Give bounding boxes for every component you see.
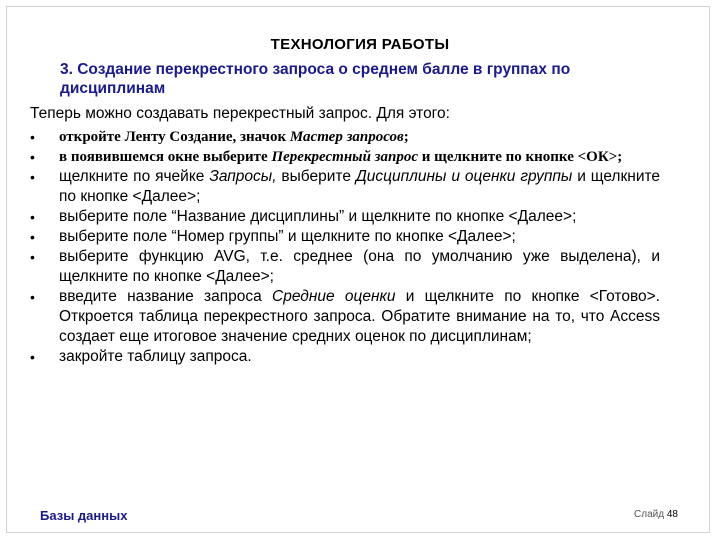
bullet-icon: • [30, 349, 35, 365]
slide-subtitle: 3. Создание перекрестного запроса о среднем балле в группах по дисциплинам [60, 61, 571, 97]
list-item: • закройте таблицу запроса. [30, 348, 252, 365]
list-item: • щелкните по ячейке Запросы, выберите Дисциплины и оценки группы и щелкните по кнопке <Далее>; [30, 168, 661, 205]
list-item: • выберите поле “Название дисциплины” и щелкните по кнопке <Далее>; [30, 208, 577, 225]
footer-course-title: Базы данных [40, 508, 128, 523]
slide-number-value: 48 [666, 509, 678, 520]
bullet-icon: • [30, 229, 35, 245]
bullet-icon: • [30, 209, 35, 225]
intro-text: Теперь можно создавать перекрестный запрос. Для этого: [30, 105, 450, 122]
bullet-icon: • [30, 129, 35, 145]
list-item: • выберите поле “Номер группы” и щелкните по кнопке <Далее>; [30, 228, 516, 245]
slide-title: ТЕХНОЛОГИЯ РАБОТЫ [270, 36, 450, 53]
slide-number [634, 509, 678, 520]
slide-label: Слайд [634, 509, 665, 520]
instruction-list [30, 127, 660, 367]
bullet-icon: • [30, 169, 35, 185]
bullet-icon: • [30, 249, 35, 265]
list-item: • откройте Ленту Создание, значок Мастер запросов; [30, 129, 409, 145]
list-item: • выберите функцию AVG, т.е. среднее (она по умолчанию уже выделена), и щелкните по кнопке <Далее>; [30, 248, 660, 285]
list-item: • введите название запроса Средние оценки и щелкните по кнопке <Готово>. Откроется таблица перекрестного запроса. Обратите внимание на то, что Access создает еще итоговое значение средних оценок по дисциплинам; [30, 288, 660, 345]
bullet-icon: • [30, 289, 35, 305]
bullet-icon: • [30, 149, 35, 165]
list-item: • в появившемся окне выберите Перекрестный запрос и щелкните по кнопке <ОК>; [30, 149, 623, 165]
